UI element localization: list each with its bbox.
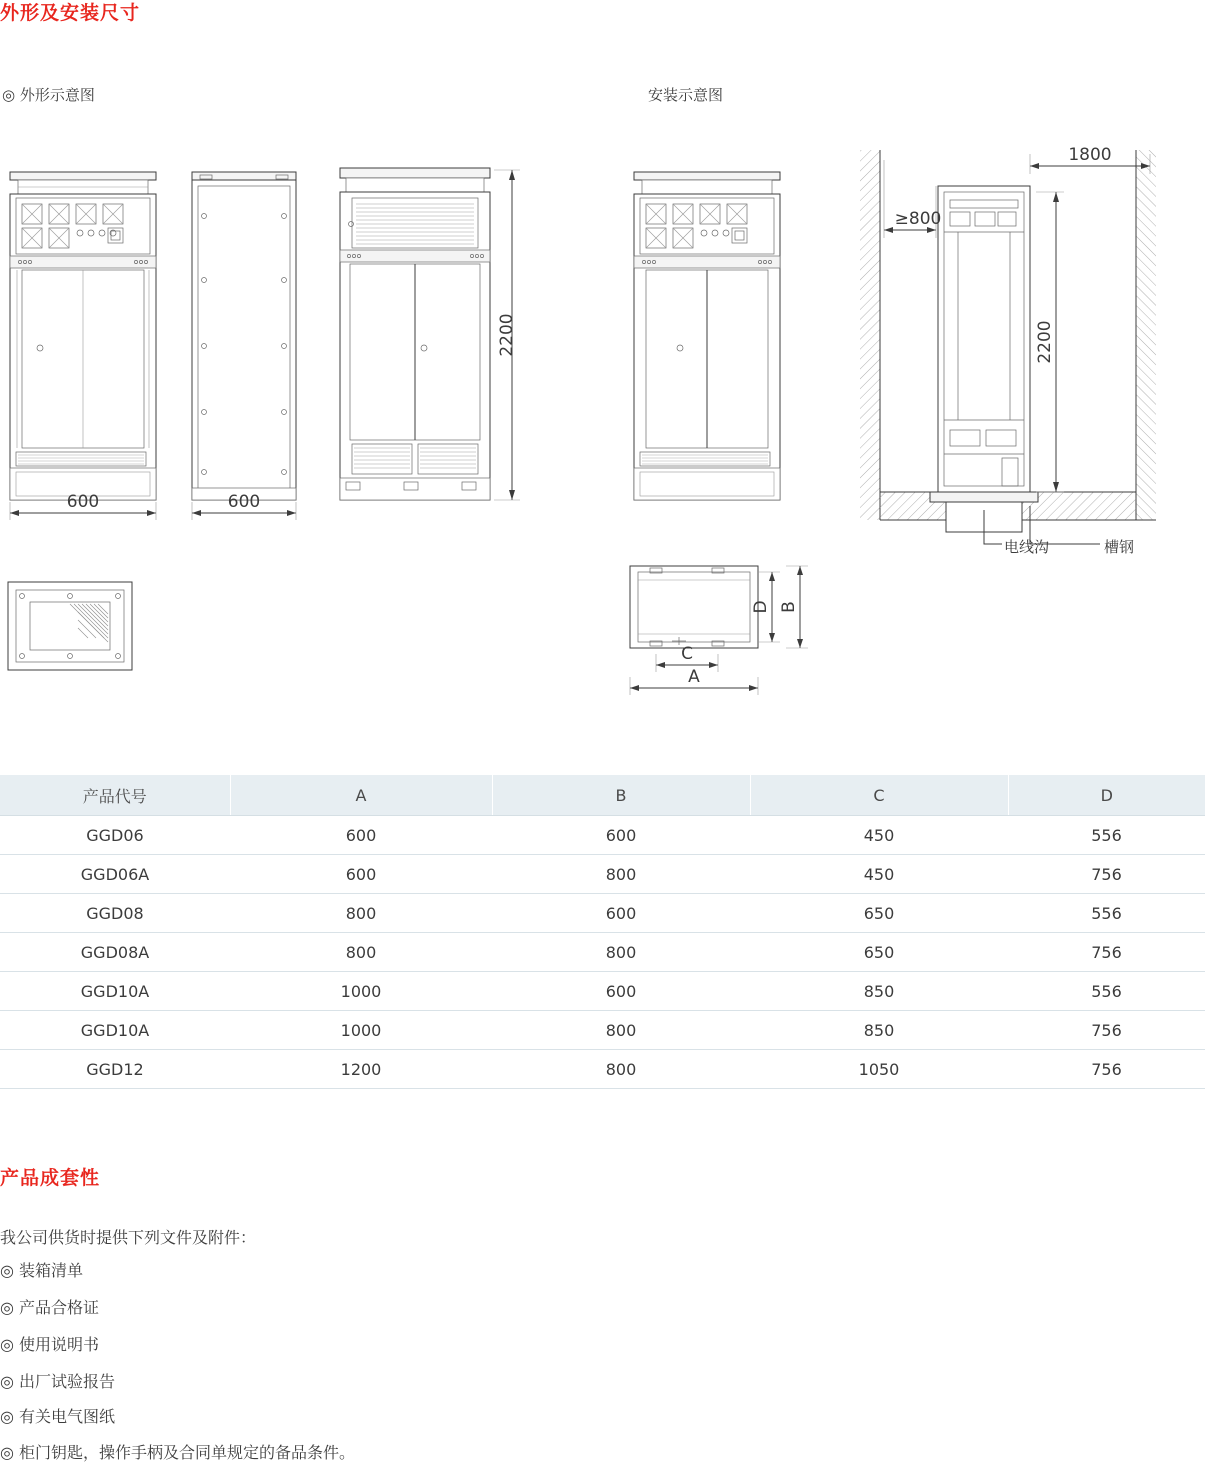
- kit-list-item: ◎ 出厂试验报告: [0, 1372, 116, 1391]
- cell-c: 450: [750, 816, 1008, 855]
- dim-label-c: C: [681, 644, 693, 664]
- section-title-dimensions: 外形及安装尺寸: [0, 2, 141, 24]
- label-channel-steel: 槽钢: [1104, 538, 1135, 556]
- cell-product-code: GGD06A: [0, 855, 230, 894]
- table-row: [0, 1011, 1205, 1050]
- cell-d: 556: [1008, 894, 1205, 933]
- cell-a: 600: [230, 855, 492, 894]
- drawing-rear-view: [340, 168, 520, 500]
- table-row: [0, 972, 1205, 1011]
- table-header-row: [0, 775, 1205, 816]
- table-row: [0, 894, 1205, 933]
- kit-intro-text: 我公司供货时提供下列文件及附件：: [0, 1228, 257, 1247]
- kit-list-item: ◎ 柜门钥匙，操作手柄及合同单规定的备品条件。: [0, 1443, 356, 1462]
- cell-c: 1050: [750, 1050, 1008, 1089]
- cell-a: 800: [230, 894, 492, 933]
- kit-list-item: ◎ 产品合格证: [0, 1298, 100, 1317]
- cell-d: 556: [1008, 972, 1205, 1011]
- cell-product-code: GGD08: [0, 894, 230, 933]
- caption-installation-diagram: 安装示意图: [648, 86, 724, 104]
- cell-d: 756: [1008, 933, 1205, 972]
- cell-d: 756: [1008, 1050, 1205, 1089]
- cell-d: 756: [1008, 1011, 1205, 1050]
- table-header-cell: 产品代号: [0, 775, 230, 816]
- dim-clearance: ≥800: [894, 209, 942, 229]
- cell-b: 600: [492, 894, 750, 933]
- cell-b: 600: [492, 972, 750, 1011]
- kit-list-item: ◎ 装箱清单: [0, 1261, 84, 1280]
- cell-product-code: GGD06: [0, 816, 230, 855]
- drawing-install-front-view: [634, 172, 780, 500]
- table-row: [0, 933, 1205, 972]
- cell-d: 756: [1008, 855, 1205, 894]
- kit-list-item: ◎ 有关电气图纸: [0, 1407, 116, 1426]
- dim-cabinet-height: 2200: [497, 313, 517, 357]
- cell-b: 800: [492, 1050, 750, 1089]
- cell-a: 600: [230, 816, 492, 855]
- drawing-base-plate: [8, 582, 132, 670]
- cell-a: 1000: [230, 1011, 492, 1050]
- drawing-front-view: [10, 172, 156, 520]
- dim-room-width: 1800: [1068, 145, 1112, 165]
- cell-b: 800: [492, 933, 750, 972]
- dim-label-a: A: [688, 667, 700, 687]
- cell-c: 850: [750, 972, 1008, 1011]
- kit-list-item: ◎ 使用说明书: [0, 1335, 100, 1354]
- drawing-canvas: [0, 120, 1205, 740]
- dim-label-d: D: [751, 600, 771, 614]
- cell-product-code: GGD10A: [0, 972, 230, 1011]
- table-row: [0, 1050, 1205, 1089]
- drawing-plan-detail: [630, 566, 808, 695]
- drawing-side-view: [192, 172, 296, 520]
- cell-product-code: GGD10A: [0, 1011, 230, 1050]
- cell-c: 650: [750, 894, 1008, 933]
- cell-a: 1200: [230, 1050, 492, 1089]
- cell-product-code: GGD12: [0, 1050, 230, 1089]
- label-cable-trench: 电线沟: [1004, 538, 1050, 556]
- cell-c: 650: [750, 933, 1008, 972]
- drawing-install-section: [860, 145, 1156, 556]
- table-row: [0, 855, 1205, 894]
- table-header-cell: C: [750, 775, 1008, 816]
- table-header-cell: D: [1008, 775, 1205, 816]
- table-header-cell: B: [492, 775, 750, 816]
- dimensions-table: [0, 775, 1205, 1089]
- section-title-product-kit: 产品成套性: [0, 1167, 101, 1189]
- cell-c: 450: [750, 855, 1008, 894]
- dim-install-height: 2200: [1035, 320, 1055, 364]
- table-header-cell: A: [230, 775, 492, 816]
- cell-a: 800: [230, 933, 492, 972]
- table-row: [0, 816, 1205, 855]
- dim-front-width: 600: [66, 492, 100, 512]
- cell-c: 850: [750, 1011, 1008, 1050]
- cell-b: 800: [492, 1011, 750, 1050]
- caption-outline-diagram: ◎ 外形示意图: [2, 86, 95, 104]
- cell-product-code: GGD08A: [0, 933, 230, 972]
- cell-d: 556: [1008, 816, 1205, 855]
- cell-a: 1000: [230, 972, 492, 1011]
- cell-b: 600: [492, 816, 750, 855]
- dim-side-width: 600: [227, 492, 261, 512]
- cell-b: 800: [492, 855, 750, 894]
- dim-label-b: B: [779, 601, 799, 613]
- technical-drawings: [0, 120, 1205, 740]
